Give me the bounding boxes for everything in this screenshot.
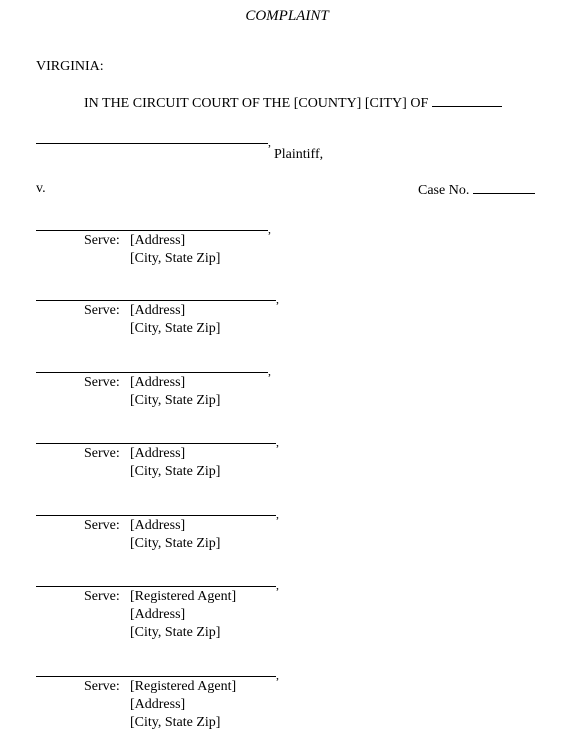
serve-address-line: [Address]	[130, 303, 186, 318]
serve-label: Serve:	[84, 589, 120, 604]
serve-row	[84, 463, 220, 481]
serve-row	[84, 320, 220, 338]
serve-row	[84, 696, 236, 714]
serve-address-line: [Registered Agent]	[130, 679, 237, 694]
defendant-name-blank[interactable]	[36, 443, 276, 444]
serve-row	[84, 250, 220, 268]
case-no-label: Case No.	[418, 183, 470, 198]
serve-address-line: [City, State Zip]	[130, 251, 221, 266]
serve-address-line: [City, State Zip]	[130, 625, 221, 640]
serve-label: Serve:	[84, 518, 120, 533]
serve-row	[84, 232, 220, 250]
serve-block	[84, 517, 220, 553]
defendant-name-blank[interactable]	[36, 300, 276, 301]
serve-address-line: [City, State Zip]	[130, 536, 221, 551]
defendant-comma: ,	[276, 435, 279, 449]
serve-address-line: [Address]	[130, 697, 186, 712]
defendant-name-blank[interactable]	[36, 230, 268, 231]
case-number-blank[interactable]	[473, 181, 535, 194]
serve-address-line: [Address]	[130, 375, 186, 390]
plaintiff-comma: ,	[268, 135, 271, 149]
defendant-comma: ,	[268, 364, 271, 378]
serve-block	[84, 588, 236, 642]
serve-row	[84, 302, 220, 320]
serve-label: Serve:	[84, 446, 120, 461]
state-label: VIRGINIA:	[36, 59, 104, 74]
serve-block	[84, 374, 220, 410]
serve-address-line: [Address]	[130, 446, 186, 461]
serve-address-line: [City, State Zip]	[130, 715, 221, 730]
serve-address-line: [Address]	[130, 518, 186, 533]
serve-row	[84, 445, 220, 463]
serve-row	[84, 517, 220, 535]
court-line-text: IN THE CIRCUIT COURT OF THE [COUNTY] [CITY] OF	[84, 96, 429, 111]
serve-address-line: [City, State Zip]	[130, 393, 221, 408]
defendant-comma: ,	[268, 222, 271, 236]
serve-label: Serve:	[84, 679, 120, 694]
serve-row	[84, 624, 236, 642]
serve-address-line: [Registered Agent]	[130, 589, 237, 604]
serve-label: Serve:	[84, 303, 120, 318]
serve-label: Serve:	[84, 375, 120, 390]
serve-label: Serve:	[84, 233, 120, 248]
defendant-comma: ,	[276, 292, 279, 306]
serve-address-line: [Address]	[130, 607, 186, 622]
defendant-name-blank[interactable]	[36, 515, 276, 516]
serve-row	[84, 374, 220, 392]
serve-row	[84, 606, 236, 624]
defendant-name-blank[interactable]	[36, 676, 276, 677]
plaintiff-name-blank[interactable]	[36, 143, 268, 144]
serve-block	[84, 232, 220, 268]
serve-row	[84, 535, 220, 553]
defendant-name-blank[interactable]	[36, 372, 268, 373]
serve-row	[84, 678, 236, 696]
defendant-comma: ,	[276, 507, 279, 521]
serve-address-line: [City, State Zip]	[130, 321, 221, 336]
serve-address-line: [Address]	[130, 233, 186, 248]
serve-block	[84, 445, 220, 481]
serve-row	[84, 714, 236, 732]
document-title: COMPLAINT	[245, 8, 329, 24]
serve-address-line: [City, State Zip]	[130, 464, 221, 479]
defendant-comma: ,	[276, 668, 279, 682]
serve-row	[84, 588, 236, 606]
serve-block	[84, 302, 220, 338]
plaintiff-label: Plaintiff,	[274, 147, 324, 162]
court-caption	[84, 94, 502, 112]
serve-row	[84, 392, 220, 410]
versus-label: v.	[36, 181, 46, 196]
defendant-name-blank[interactable]	[36, 586, 276, 587]
court-name-blank[interactable]	[432, 94, 502, 107]
serve-block	[84, 678, 236, 732]
case-number	[418, 181, 535, 199]
defendant-comma: ,	[276, 578, 279, 592]
